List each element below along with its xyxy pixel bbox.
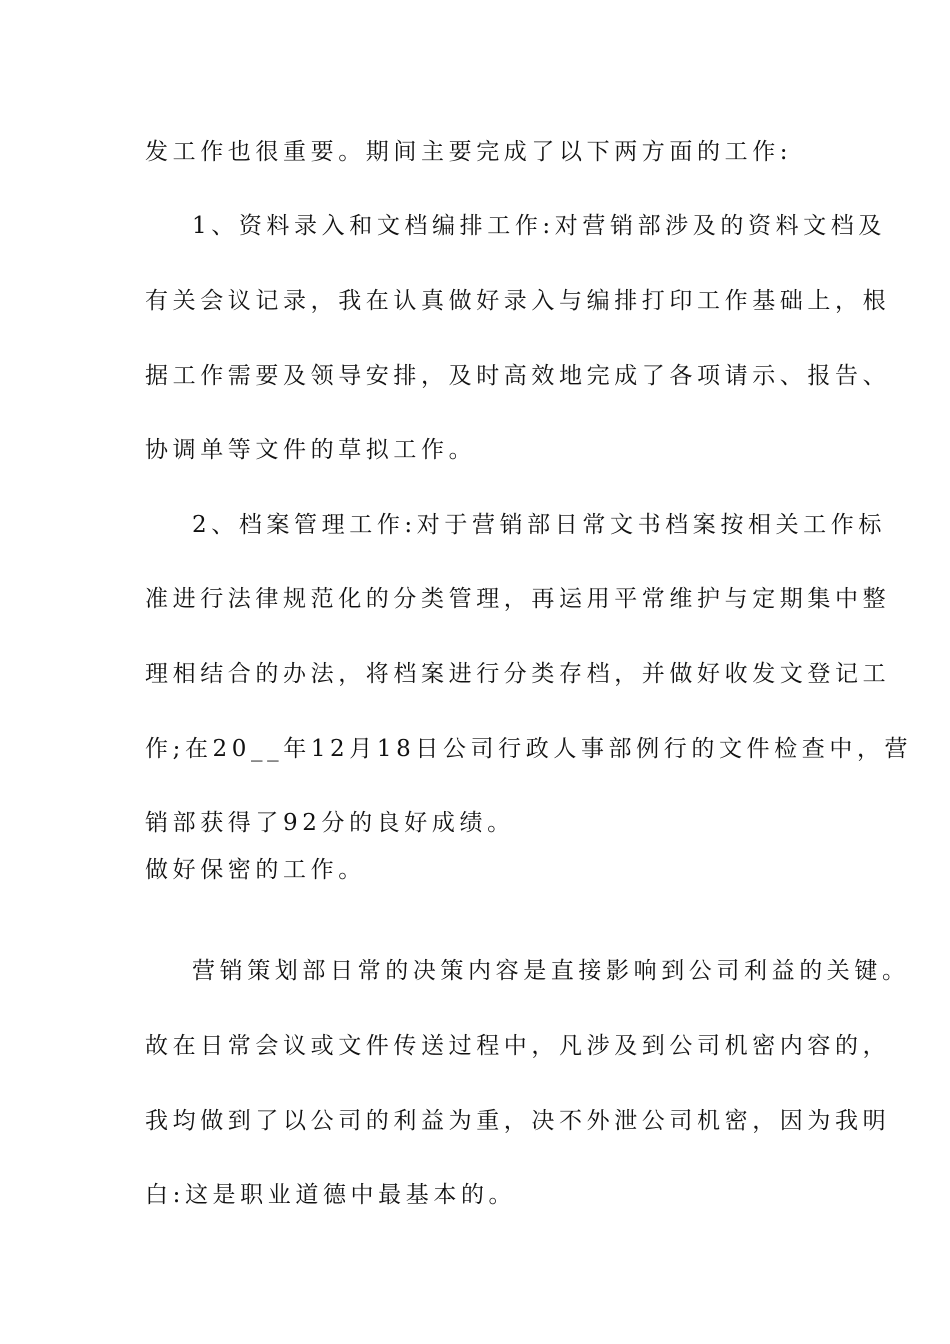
text-line: 有关会议记录，我在认真做好录入与编排打印工作基础上，根 bbox=[145, 288, 891, 314]
text-line: 作;在20__年12月18日公司行政人事部例行的文件检查中，营 bbox=[145, 736, 913, 762]
text-line: 故在日常会议或文件传送过程中，凡涉及到公司机密内容的， bbox=[145, 1033, 891, 1059]
text-line: 白:这是职业道德中最基本的。 bbox=[145, 1182, 517, 1208]
text-line: 发工作也很重要。期间主要完成了以下两方面的工作: bbox=[145, 139, 793, 165]
text-line: 2、档案管理工作:对于营销部日常文书档案按相关工作标 bbox=[192, 512, 886, 538]
text-line: 我均做到了以公司的利益为重，决不外泄公司机密，因为我明 bbox=[145, 1108, 891, 1134]
text-line: 理相结合的办法，将档案进行分类存档，并做好收发文登记工 bbox=[145, 661, 891, 687]
text-line: 营销策划部日常的决策内容是直接影响到公司利益的关键。 bbox=[192, 958, 910, 984]
text-line: 据工作需要及领导安排，及时高效地完成了各项请示、报告、 bbox=[145, 363, 891, 389]
text-line: 协调单等文件的草拟工作。 bbox=[145, 437, 477, 463]
text-line: 销部获得了92分的良好成绩。 bbox=[145, 810, 515, 836]
text-line: 做好保密的工作。 bbox=[145, 857, 366, 883]
text-line: 1、资料录入和文档编排工作:对营销部涉及的资料文档及 bbox=[192, 213, 886, 239]
text-line: 准进行法律规范化的分类管理，再运用平常维护与定期集中整 bbox=[145, 586, 891, 612]
